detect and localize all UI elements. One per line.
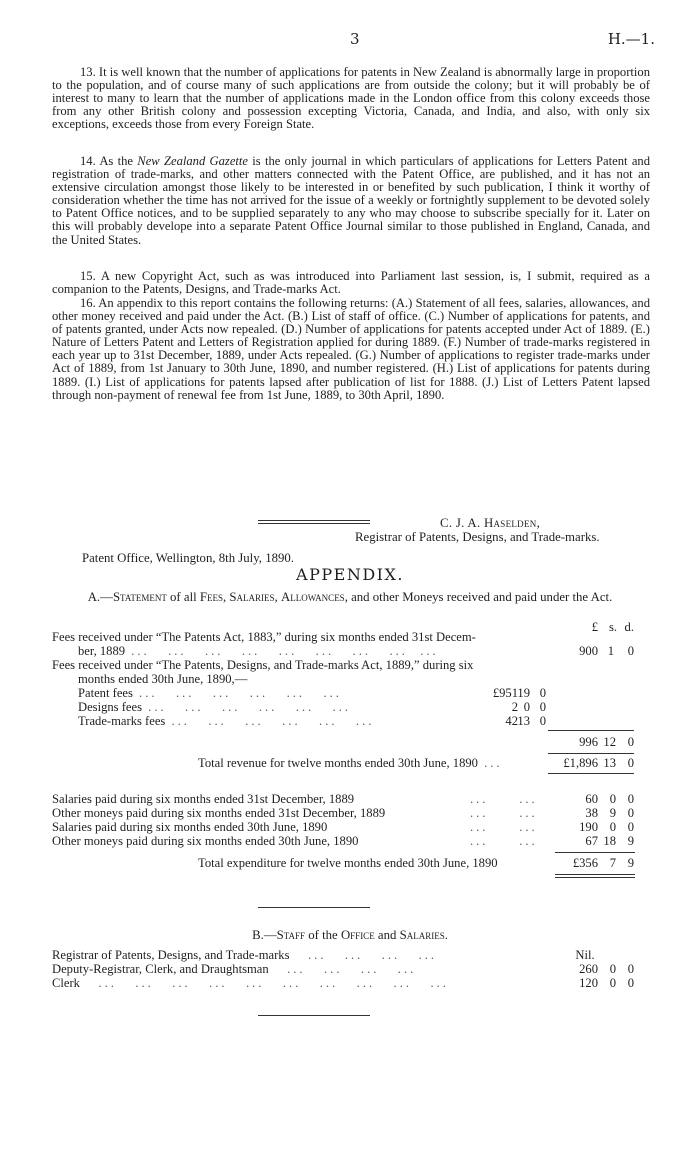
document-reference: H.—1. [607,30,655,48]
exp-pence: 0 [627,792,634,806]
pence-header: d. [624,620,634,634]
section-a-text: , [223,590,230,604]
separator-rule [258,1015,370,1016]
total-revenue-pence: 0 [627,756,634,770]
exp-total-rule [555,852,635,853]
total-exp-pence: 9 [627,856,634,870]
paragraph-16: 16. An appendix to this report contains the following returns: (A.) Statement of all fees, salaries, allowances, and other money received and paid under the Act. (B.) List of staff of office. (C.) Number of applications for patents, and of patents granted, under Acts now repealed. (D.) Number of applications for patents accepted under Act of 1889. (E.) Nature of Letters Patent and Letters of Registration applied for during 1889. (F.) Number of trade-marks registered in each year up to 31st December, 1889, under Acts repealed. (G.) Number of applications to register trade-marks under Act of 1889, from 1st January to 30th June, 1890, and number registered. (H.) List of applications for patents during 1889. (I.) List of applications for patents lapsed after publication of list for 1888. (J.) List of Letters Patent lapsed through non-payment of renewal fee from 1st June, 1889, to 30th April, 1890. [52,296,650,402]
fee-item-row [78,700,351,715]
section-b-word: Salaries [399,928,445,942]
signature-name: C. J. A. Haselden, [440,516,541,530]
exp-pence: 0 [627,820,634,834]
section-a-text: , and other Moneys received and paid under the Act. [344,590,613,604]
expenditure-row [52,792,354,807]
office-and-date: Patent Office, Wellington, 8th July, 1890. [82,551,294,565]
total-revenue-label: Total revenue for twelve months ended 30th June, 1890 [198,756,478,770]
total-exp-pounds: £356 [572,856,598,870]
separator-rule [258,520,370,521]
staff-pence: 0 [627,976,634,990]
leader-dots: ... ... [470,834,538,848]
leader-dots: ... [477,756,503,770]
amount-pounds: 900 [579,644,598,658]
leader-dots: ... ... ... ... ... ... [132,686,342,700]
staff-label: Deputy-Registrar, Clerk, and Draughtsman [52,962,269,976]
expenditure-row [52,806,385,821]
fees-line-1b-text: ber, 1889 [78,644,126,658]
section-a-word: Fees [199,590,224,604]
fees-line-1b [78,644,439,659]
separator-rule [258,907,370,908]
fees-line-2b: months ended 30th June, 1890,— [78,672,248,686]
subtotal-pounds: 996 [579,735,598,749]
exp-shillings: 0 [609,792,616,806]
exp-pence: 9 [627,834,634,848]
section-a-word: Allowances [280,590,345,604]
leader-dots: ... ... ... ... ... ... ... ... ... ... [79,976,449,990]
fee-item-pence: 0 [539,700,546,714]
fee-item-row [78,686,342,701]
section-b-word: Office [340,928,375,942]
expenditure-label: Other moneys paid during six months ended 30th June, 1890 [52,834,359,848]
expenditure-row [52,834,358,849]
subtotal-pence: 0 [627,735,634,749]
staff-pence: 0 [627,962,634,976]
fee-item-shillings: 0 [523,700,530,714]
staff-row [52,976,449,991]
staff-label: Registrar of Patents, Designs, and Trade-marks [52,948,290,962]
total-exp-shillings: 7 [609,856,616,870]
exp-pounds: 190 [579,820,598,834]
fee-item-pence: 0 [539,686,546,700]
fee-item-pence: 0 [539,714,546,728]
shillings-header: s. [608,620,617,634]
fees-line-2a: Fees received under “The Patents, Designs, and Trade-marks Act, 1889,” during six [52,658,474,672]
section-b-word: Staff [276,928,306,942]
exp-pounds: 60 [585,792,598,806]
exp-shillings: 18 [603,834,616,848]
staff-row [52,948,437,963]
paragraph-14 [52,155,650,247]
amount-shillings: 1 [607,644,614,658]
expenditure-row [52,820,327,835]
section-b-text: and [374,928,400,942]
staff-shillings: 0 [609,962,616,976]
fee-item-pounds: £951 [492,686,518,700]
section-a-word: Salaries [229,590,275,604]
gazette-title: New Zealand Gazette [137,154,249,168]
fees-line-1a: Fees received under “The Patents Act, 1883,” during six months ended 31st Decem- [52,630,476,644]
appendix-title: APPENDIX. [296,565,404,584]
exp-shillings: 0 [609,820,616,834]
leader-dots: ... ... ... ... [268,962,417,976]
exp-pounds: 38 [585,806,598,820]
fee-item-pounds: 42 [505,714,518,728]
section-a-title [60,590,640,605]
section-a-text: , [274,590,281,604]
section-b-prefix: B.— [252,928,277,942]
staff-pounds: 260 [579,962,598,976]
page-number: 3 [350,30,360,48]
exp-pounds: 67 [585,834,598,848]
pounds-header: £ [591,620,598,634]
fee-item-row [78,714,374,729]
staff-label: Clerk [52,976,80,990]
separator-rule [258,523,370,524]
total-rule [548,753,634,754]
section-b-text: . [444,928,448,942]
exp-shillings: 9 [609,806,616,820]
staff-shillings: 0 [609,976,616,990]
expenditure-label: Salaries paid during six months ended 31st December, 1889 [52,792,355,806]
leader-dots: ... ... ... ... ... ... ... ... ... [125,644,439,658]
leader-dots: ... ... [470,792,538,806]
total-revenue-shillings: 13 [603,756,616,770]
subtotal-rule [548,730,634,731]
exp-double-rule [555,874,635,875]
section-a-word: Statement [112,590,167,604]
leader-dots: ... ... [470,820,538,834]
paragraph-14-start: 14. As the [80,154,138,168]
fee-item-shillings: 13 [517,714,530,728]
total-revenue-line [198,756,503,771]
expenditure-label: Salaries paid during six months ended 30th June, 1890 [52,820,328,834]
leader-dots: ... ... ... ... [289,948,438,962]
section-a-prefix: A.— [87,590,113,604]
total-underline [548,773,634,774]
paragraph-15: 15. A new Copyright Act, such as was introduced into Parliament last session, is, I submit, required as a companion to the Patents, Designs, and Trade-marks Act. [52,269,650,297]
total-expenditure-label: Total expenditure for twelve months ended 30th June, 1890 [198,856,498,870]
leader-dots: ... ... [470,806,538,820]
fee-item-label: Patent fees [78,686,133,700]
staff-amount: Nil. [575,948,595,962]
section-b-title [0,928,700,943]
staff-row [52,962,416,977]
amount-pence: 0 [627,644,634,658]
exp-pence: 0 [627,806,634,820]
paragraph-14-rest: is the only journal in which particulars of applications for Letters Patent and registration of trade-marks, and other matters connected with the Patent Office, are published, and it has not an extensive circulation amongst those likely to be interested in or benefited by such publication, I think it worthy of consideration whether the time has not arrived for the issue of a weekly or fortnightly supplement to be devoted solely to Patent Office notices, and to be supplied separately to any who may choose to subscribe specially for it. Later on this will probably develope into a separate Patent Office Journal similar to those published in England, Canada, and the United States. [52,154,650,247]
leader-dots: ... ... ... ... ... ... [142,700,352,714]
section-b-text: of the [305,928,341,942]
fee-item-shillings: 19 [517,686,530,700]
fee-item-pounds: 2 [511,700,518,714]
paragraph-13: 13. It is well known that the number of applications for patents in New Zealand is abnormally large in proportion to the population, and of course many of such applications are from outside the colony; but it will probably be of interest to many to learn that the number of applications made in the London office from this colony exceeds those from any other British colony and possession excepting Victoria, Canada, and India, and also, with only six exceptions, exceeds those from every Foreign State. [52,65,650,132]
leader-dots: ... ... ... ... ... ... [165,714,375,728]
total-revenue-pounds: £1,896 [563,756,598,770]
expenditure-label: Other moneys paid during six months ended 31st December, 1889 [52,806,386,820]
section-a-text: of all [166,590,200,604]
signature-title: Registrar of Patents, Designs, and Trade-marks. [355,530,600,544]
staff-pounds: 120 [579,976,598,990]
subtotal-shillings: 12 [603,735,616,749]
fee-item-label: Designs fees [78,700,143,714]
exp-double-rule [555,877,635,878]
fee-item-label: Trade-marks fees [78,714,166,728]
